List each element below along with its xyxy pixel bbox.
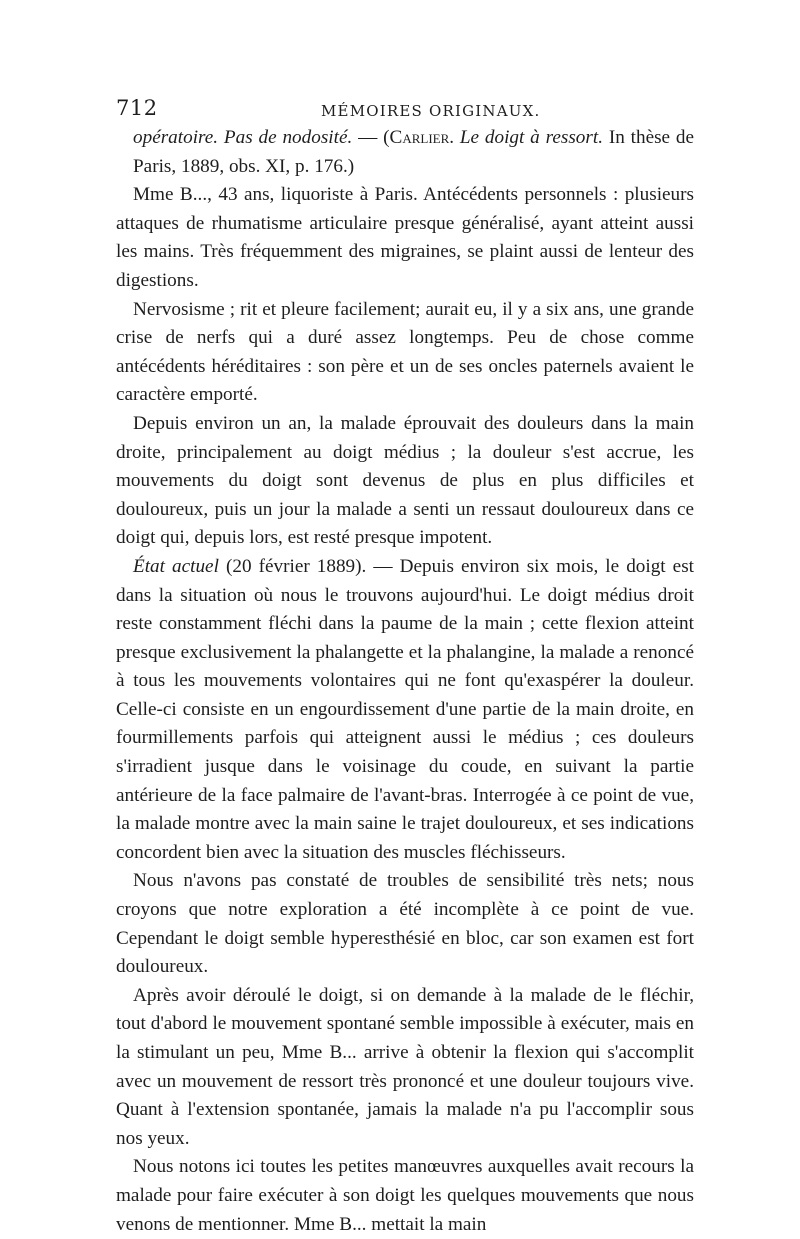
citation-italic-lead: opératoire. Pas de nodosité.	[133, 127, 353, 148]
citation-dash: — (	[352, 127, 390, 148]
page-number: 712	[116, 96, 158, 120]
paragraph-sensibilite: Nous n'avons pas constaté de troubles de sensibilité très nets; nous croyons que notre exploration a été incomplète à ce point de vue. Cependant le doigt semble hyperesthésié en bloc, car son examen est fort douloureux.	[116, 870, 694, 978]
citation-sep: .	[449, 127, 460, 148]
etat-actuel-text: (20 février 1889). — Depuis environ six mois, le doigt est dans la situation où nous le trouvons aujourd'hui. Le doigt médius droit reste constamment fléchi dans la paume de la main ; cette flexion atteint presque exclusivement la phalangette et la phalangine, la malade a renoncé à tous les mouvements volontaires qui ne font qu'exaspérer la douleur. Celle-ci consiste en un engourdissement d'une partie de la main droite, en fourmillements parfois qui atteignent aussi le médius ; ces douleurs s'irradient jusque dans le voisinage du coude, en suivant la partie antérieure de la face palmaire de l'avant-bras. Interrogée à ce point de vue, la malade montre avec la main saine le trajet douloureux, et ses indications concordent bien avec la situation des muscles fléchisseurs.	[116, 555, 694, 863]
paragraph-history: Depuis environ un an, la malade éprouvait des douleurs dans la main droite, principalement au doigt médius ; la douleur s'est accrue, les mouvements du doigt sont devenus de plus en plus difficiles et douloureux, puis un jour la malade a senti un ressaut douloureux dans ce doigt qui, depuis lors, est resté presque impotent.	[116, 412, 694, 549]
citation-source: thèse de Paris, 1889, obs. XI, p. 176.)	[133, 127, 695, 177]
citation-author: Carlier	[389, 127, 450, 148]
paragraph-antecedents: Mme B..., 43 ans, liquoriste à Paris. Antécédents personnels : plusieurs attaques de rhumatisme articulaire presque généralisé, ayant atteint aussi les mains. Très fréquemment des migraines, se plaint aussi de lenteur des digestions.	[116, 184, 694, 291]
page-header	[116, 96, 694, 126]
paragraph-nervosisme: Nervosisme ; rit et pleure facilement; aurait eu, il y a six ans, une grande crise de nerfs qui a duré assez longtemps. Peu de chose comme antécédents héréditaires : son père et un de ses oncles paternels avaient le caractère emporté.	[116, 298, 694, 406]
body-text	[116, 124, 694, 1239]
paragraph-etat-actuel	[116, 553, 694, 868]
etat-actuel-heading: État actuel	[133, 555, 219, 577]
paragraph-flexion: Après avoir déroulé le doigt, si on demande à la malade de le fléchir, tout d'abord le mouvement spontané semble impossible à exécuter, mais en la stimulant un peu, Mme B... arrive à obtenir la flexion qui s'accomplit avec un mouvement de ressort très prononcé et une douleur toujours vive. Quant à l'extension spontanée, jamais la malade n'a pu l'accomplir sous nos yeux.	[116, 984, 694, 1149]
citation-paragraph	[116, 124, 694, 181]
running-head: MÉMOIRES ORIGINAUX.	[321, 102, 541, 120]
citation-in: In	[603, 127, 625, 148]
paragraph-manoeuvres: Nous notons ici toutes les petites manœuvres auxquelles avait recours la malade pour faire exécuter à son doigt les quelques mouvements que nous venons de mentionner. Mme B... mettait la main	[116, 1156, 694, 1235]
citation-title: Le doigt à ressort.	[459, 127, 603, 148]
